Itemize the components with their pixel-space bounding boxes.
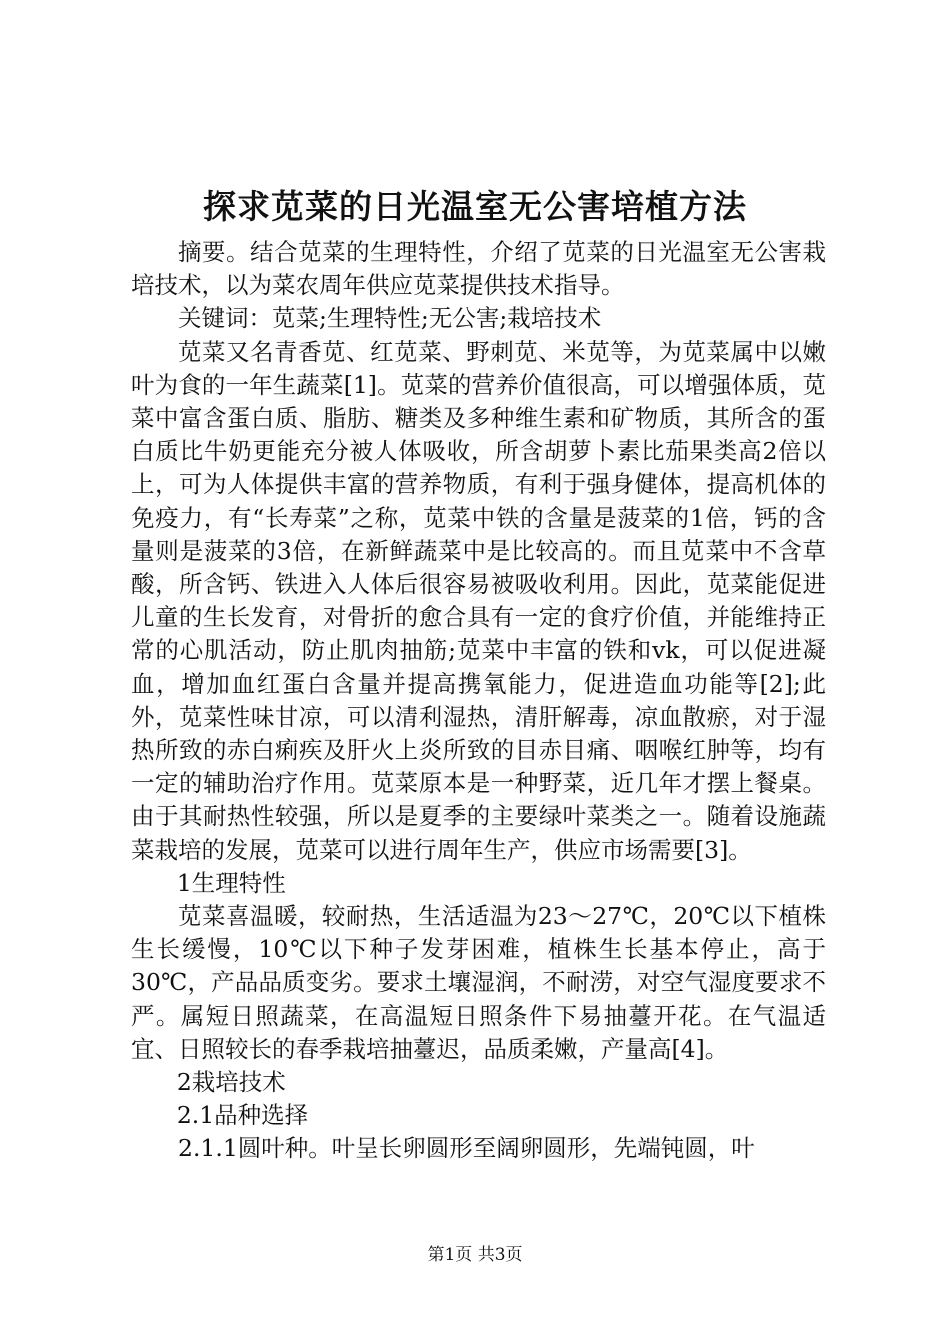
page-footer: 第1页 共3页	[427, 1245, 523, 1265]
document-title: 探求苋菜的日光温室无公害培植方法	[203, 187, 747, 226]
document-body	[131, 236, 826, 1166]
abstract-paragraph: 摘要。结合苋菜的生理特性，介绍了苋菜的日光温室无公害栽培技术，以为菜农周年供应苋菜提供技术指导。	[131, 238, 826, 300]
intro-paragraph: 苋菜又名青香苋、红苋菜、野刺苋、米苋等，为苋菜属中以嫩叶为食的一年生蔬菜[1]。苋菜的营养价值很高，可以增强体质，苋菜中富含蛋白质、脂肪、糖类及多种维生素和矿物质，其所含的蛋白质比牛奶更能充分被人体吸收，所含胡萝卜素比茄果类高2倍以上，可为人体提供丰富的营养物质，有利于强身健体，提高机体的免疫力，有“长寿菜”之称，苋菜中铁的含量是菠菜的1倍，钙的含量则是菠菜的3倍，在新鲜蔬菜中是比较高的。而且苋菜中不含草酸，所含钙、铁进入人体后很容易被吸收利用。因此，苋菜能促进儿童的生长发育，对骨折的愈合具有一定的食疗价值，并能维持正常的心肌活动，防止肌肉抽筋;苋菜中丰富的铁和vk，可以促进凝血，增加血红蛋白含量并提高携氧能力，促进造血功能等[2];此外，苋菜性味甘凉，可以清利湿热，清肝解毒，凉血散瘀，对于湿热所致的赤白痢疾及肝火上炎所致的目赤目痛、咽喉红肿等，均有一定的辅助治疗作用。苋菜原本是一种野菜，近几年才摆上餐桌。由于其耐热性较强，所以是夏季的主要绿叶菜类之一。随着设施蔬菜栽培的发展，苋菜可以进行周年生产，供应市场需要[3]。	[131, 337, 826, 864]
section-heading-1: 1生理特性	[176, 868, 286, 897]
subsection-heading-2-1: 2.1品种选择	[176, 1101, 309, 1130]
physiology-paragraph: 苋菜喜温暖，较耐热，生活适温为23～27℃，20℃以下植株生长缓慢，10℃以下种子发芽困难，植株生长基本停止，高于30℃，产品品质变劣。要求土壤湿润，不耐涝，对空气湿度要求不严。属短日照蔬菜，在高温短日照条件下易抽薹开花。在气温适宜、日照较长的春季栽培抽薹迟，品质柔嫩，产量高[4]。	[131, 902, 826, 1063]
keywords-paragraph: 关键词：苋菜;生理特性;无公害;栽培技术	[178, 304, 602, 333]
section-heading-2: 2栽培技术	[176, 1068, 286, 1097]
variety-paragraph: 2.1.1圆叶种。叶呈长卵圆形至阔卵圆形，先端钝圆，叶	[178, 1134, 755, 1163]
